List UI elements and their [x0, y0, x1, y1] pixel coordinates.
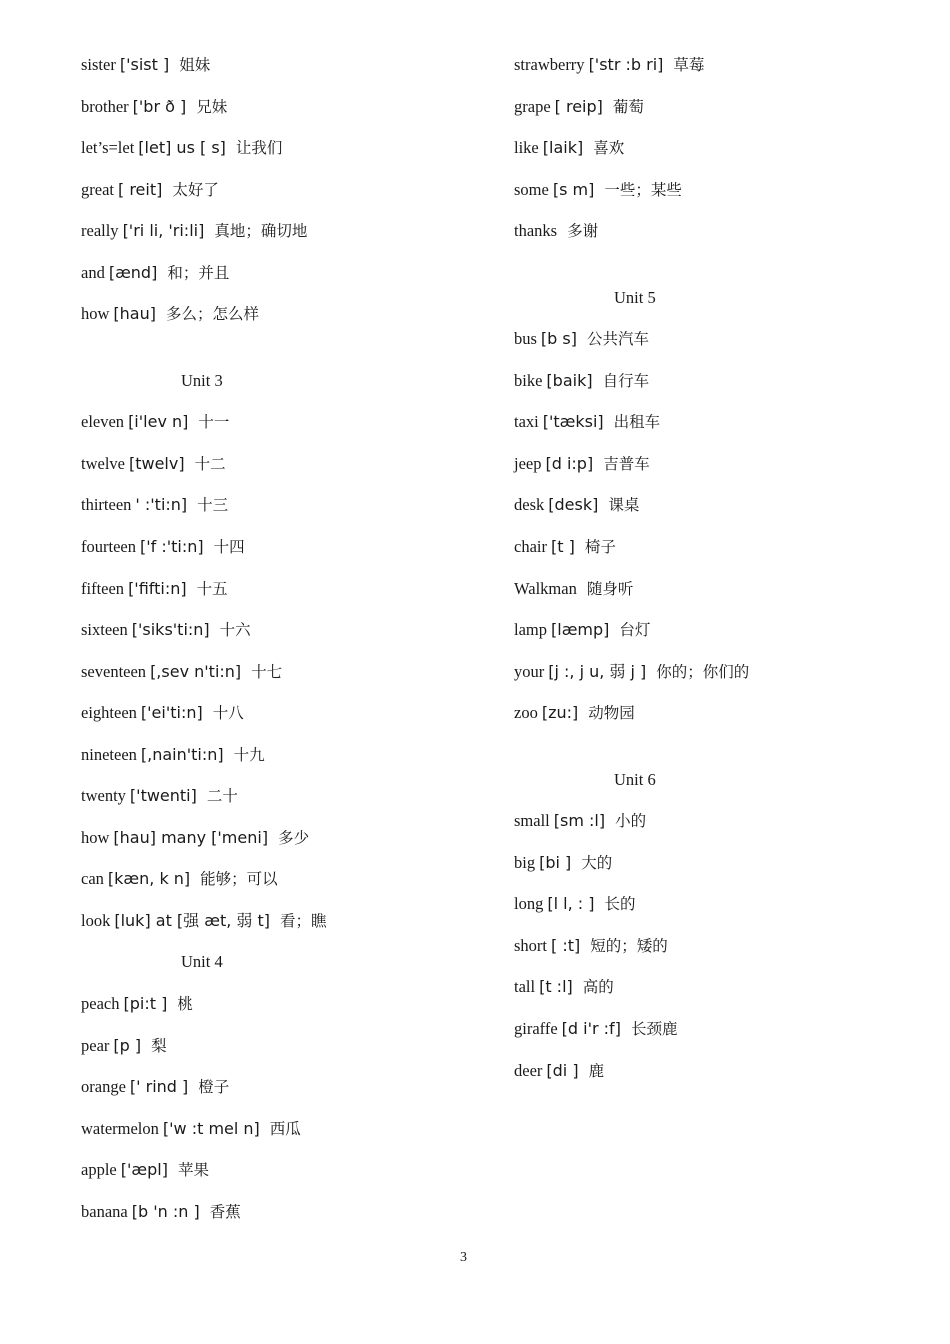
- vocab-word: seventeen: [81, 661, 147, 681]
- vocab-translation: 鹿: [588, 1061, 605, 1080]
- vocab-translation: 十八: [212, 704, 244, 723]
- vocab-translation: 大的: [581, 853, 613, 872]
- vocab-word: can: [81, 869, 104, 889]
- vocab-entry: [514, 890, 914, 932]
- vocab-word: eleven: [81, 412, 125, 432]
- unit-heading: Unit 5: [614, 287, 656, 307]
- vocab-entry: [81, 865, 491, 907]
- vocab-pronunciation: [laik]: [542, 138, 584, 158]
- vocab-entry: [81, 907, 491, 949]
- vocab-entry: [514, 807, 914, 849]
- vocab-entry: [514, 1057, 914, 1099]
- vocab-pronunciation: [bi ]: [539, 852, 572, 872]
- vocab-translation: 自行车: [602, 371, 650, 390]
- vocab-translation: 高的: [582, 978, 614, 997]
- vocab-translation: 葡萄: [612, 97, 644, 116]
- vocab-word: fourteen: [81, 537, 136, 557]
- vocab-translation: 姐妹: [179, 56, 211, 74]
- vocab-pronunciation: ['fifti:n]: [128, 578, 187, 598]
- vocab-translation: 桃: [177, 995, 193, 1014]
- vocab-translation: 看；瞧: [280, 911, 327, 930]
- vocab-entry: [514, 575, 914, 617]
- vocab-translation: 十一: [198, 413, 230, 432]
- vocab-pronunciation: ['ri li, 'ri:li]: [122, 221, 205, 241]
- vocab-pronunciation: ['ei'ti:n]: [140, 703, 203, 723]
- vocab-word: brother: [81, 96, 129, 116]
- vocab-translation: 动物园: [588, 704, 635, 723]
- vocab-pronunciation: [p ]: [113, 1035, 142, 1055]
- vocab-pronunciation: [ænd]: [108, 262, 158, 282]
- vocab-translation: 长的: [604, 895, 636, 914]
- vocab-pronunciation: [j :, j u, 弱 j ]: [548, 661, 647, 681]
- vocab-entry: [514, 491, 914, 533]
- vocab-word: how: [81, 304, 110, 324]
- vocab-pronunciation: [hau]: [113, 304, 156, 324]
- vocab-entry: [514, 533, 914, 575]
- vocab-entry: [81, 300, 491, 342]
- vocab-translation: 橙子: [198, 1078, 230, 1097]
- vocab-entry: [514, 616, 914, 658]
- vocab-word: let’s=let: [81, 138, 135, 158]
- vocab-word: taxi: [514, 412, 539, 432]
- vocab-entry: [81, 1073, 491, 1115]
- vocab-translation: 课桌: [608, 496, 640, 515]
- vocab-word: eighteen: [81, 703, 137, 723]
- vocab-pronunciation: ['siks'ti:n]: [131, 620, 210, 640]
- vocab-word: thirteen: [81, 495, 132, 515]
- vocab-translation: 十二: [194, 454, 226, 473]
- vocab-pronunciation: ['w :t mel n]: [162, 1118, 260, 1138]
- vocab-pronunciation: [' rind ]: [129, 1077, 189, 1097]
- vocab-word: banana: [81, 1201, 128, 1221]
- unit-heading: Unit 6: [614, 769, 656, 789]
- vocab-word: jeep: [514, 453, 542, 473]
- vocab-word: desk: [514, 495, 545, 515]
- vocab-entry: [514, 699, 914, 741]
- vocab-pronunciation: [s m]: [552, 179, 595, 199]
- vocab-word: really: [81, 221, 119, 241]
- vocab-translation: 和；并且: [167, 263, 230, 282]
- vocab-word: chair: [514, 537, 547, 557]
- vocab-entry: [81, 575, 491, 617]
- vocab-translation: 多谢: [567, 222, 599, 241]
- vocab-pronunciation: [l l, : ]: [547, 894, 595, 914]
- vocab-word: twelve: [81, 453, 125, 473]
- vocab-pronunciation: ['twenti]: [129, 786, 197, 806]
- vocab-translation: 十七: [251, 662, 283, 681]
- vocab-pronunciation: [let] us [ s]: [138, 138, 226, 158]
- vocab-entry: [514, 408, 914, 450]
- vocab-entry: [514, 93, 914, 135]
- vocab-pronunciation: [,nain'ti:n]: [140, 744, 224, 764]
- vocab-word: twenty: [81, 786, 126, 806]
- vocab-translation: 十三: [197, 496, 229, 515]
- vocab-word: peach: [81, 994, 120, 1014]
- vocab-word: great: [81, 179, 114, 199]
- vocab-pronunciation: [i'lev n]: [128, 412, 189, 432]
- vocab-entry: [81, 658, 491, 700]
- vocab-entry: [81, 1032, 491, 1074]
- vocab-entry: [514, 658, 914, 700]
- vocab-translation: 梨: [151, 1036, 167, 1055]
- vocab-entry: [81, 450, 491, 492]
- vocab-word: orange: [81, 1077, 126, 1097]
- vocab-word: tall: [514, 977, 536, 997]
- vocab-entry: [81, 259, 491, 301]
- section-spacer: [514, 259, 914, 284]
- vocab-translation: 你的；你们的: [656, 662, 750, 681]
- vocab-pronunciation: ['f :'ti:n]: [139, 537, 204, 557]
- vocab-pronunciation: [ reit]: [117, 179, 163, 199]
- vocab-entry: [514, 1015, 914, 1057]
- vocab-word: nineteen: [81, 744, 137, 764]
- vocab-word: some: [514, 179, 549, 199]
- vocab-pronunciation: ['str :b ri]: [588, 55, 664, 74]
- vocab-entry: [514, 176, 914, 218]
- vocab-translation: 长颈鹿: [630, 1020, 678, 1039]
- vocab-word: sixteen: [81, 620, 128, 640]
- vocab-pronunciation: [,sev n'ti:n]: [150, 661, 242, 681]
- vocab-translation: 吉普车: [603, 454, 650, 473]
- vocab-entry: [81, 217, 491, 259]
- vocab-translation: 随身听: [586, 579, 634, 598]
- vocab-translation: 西瓜: [269, 1119, 301, 1138]
- vocab-entry: [514, 325, 914, 367]
- vocab-entry: [81, 93, 491, 135]
- page-number: 3: [460, 1250, 467, 1265]
- vocab-pronunciation: [b s]: [540, 329, 577, 349]
- vocab-word: thanks: [514, 221, 558, 241]
- vocab-entry: [81, 824, 491, 866]
- vocab-pronunciation: [kæn, k n]: [107, 869, 191, 889]
- vocab-translation: 二十: [206, 787, 238, 806]
- vocab-entry: [81, 782, 491, 824]
- vocab-entry: [514, 217, 914, 259]
- vocab-translation: 出租车: [613, 413, 661, 432]
- vocab-pronunciation: [pi:t ]: [123, 994, 168, 1014]
- vocab-translation: 香蕉: [209, 1202, 241, 1221]
- left-column: [81, 51, 491, 1239]
- vocab-pronunciation: [desk]: [548, 495, 599, 515]
- vocab-pronunciation: [d i'r :f]: [561, 1019, 621, 1039]
- vocab-entry: [81, 134, 491, 176]
- vocab-translation: 真地；确切地: [214, 222, 308, 241]
- vocab-entry: [81, 1115, 491, 1157]
- vocab-translation: 十九: [233, 745, 265, 764]
- vocab-pronunciation: ['sist ]: [119, 55, 170, 74]
- vocab-pronunciation: [t :l]: [539, 977, 573, 997]
- vocab-word: strawberry: [514, 55, 585, 74]
- vocab-word: like: [514, 138, 539, 158]
- unit-heading: Unit 4: [181, 952, 223, 972]
- vocab-pronunciation: [luk] at [强 æt, 弱 t]: [114, 910, 271, 930]
- vocab-word: look: [81, 910, 111, 930]
- vocab-pronunciation: [zu:]: [541, 703, 579, 723]
- vocab-entry: [514, 973, 914, 1015]
- vocab-entry: [514, 134, 914, 176]
- vocab-word: bus: [514, 329, 537, 349]
- vocab-entry: [81, 408, 491, 450]
- vocab-pronunciation: [sm :l]: [553, 811, 606, 831]
- vocab-pronunciation: [t ]: [550, 537, 575, 557]
- vocab-translation: 喜欢: [593, 139, 625, 158]
- vocab-pronunciation: [læmp]: [551, 620, 610, 640]
- vocab-entry: [81, 51, 491, 93]
- unit-heading: Unit 3: [181, 370, 223, 390]
- vocab-pronunciation: ['br ð ]: [132, 96, 187, 116]
- vocab-word: fifteen: [81, 578, 125, 598]
- vocab-translation: 一些；某些: [604, 180, 682, 199]
- vocab-entry: [81, 1156, 491, 1198]
- vocab-entry: [514, 450, 914, 492]
- vocab-pronunciation: [baik]: [546, 370, 593, 390]
- vocab-translation: 十五: [196, 579, 228, 598]
- vocab-word: long: [514, 894, 544, 914]
- vocab-word: Walkman: [514, 578, 577, 598]
- vocab-pronunciation: ['æpl]: [120, 1160, 168, 1180]
- vocab-word: bike: [514, 370, 543, 390]
- vocab-translation: 椅子: [584, 538, 616, 557]
- vocab-word: deer: [514, 1060, 543, 1080]
- vocab-translation: 苹果: [177, 1161, 209, 1180]
- vocab-pronunciation: ' :'ti:n]: [135, 495, 188, 515]
- vocab-pronunciation: [twelv]: [128, 453, 185, 473]
- vocab-word: watermelon: [81, 1118, 159, 1138]
- vocab-translation: 太好了: [172, 180, 219, 199]
- vocab-word: giraffe: [514, 1019, 558, 1039]
- vocab-pronunciation: [d i:p]: [545, 453, 594, 473]
- vocab-entry: [81, 990, 491, 1032]
- vocab-word: zoo: [514, 703, 538, 723]
- vocab-word: pear: [81, 1035, 110, 1055]
- vocab-word: how: [81, 827, 110, 847]
- vocab-pronunciation: [ :t]: [551, 935, 581, 955]
- section-spacer: [81, 342, 491, 367]
- vocab-entry: [81, 741, 491, 783]
- vocab-word: sister: [81, 55, 116, 74]
- vocab-pronunciation: [b 'n :n ]: [131, 1201, 200, 1221]
- vocab-word: and: [81, 262, 105, 282]
- vocab-entry: [81, 1198, 491, 1240]
- vocab-entry: [81, 533, 491, 575]
- vocab-pronunciation: ['tæksi]: [542, 412, 604, 432]
- vocab-translation: 小的: [615, 812, 647, 831]
- right-column: [514, 51, 914, 1098]
- vocab-entry: [514, 367, 914, 409]
- vocab-translation: 台灯: [619, 621, 651, 640]
- vocab-pronunciation: [ reip]: [554, 96, 603, 116]
- vocab-pronunciation: [hau] many ['meni]: [113, 827, 269, 847]
- vocab-entry: [81, 491, 491, 533]
- vocab-entry: [514, 932, 914, 974]
- vocab-entry: [514, 51, 914, 93]
- vocab-translation: 能够；可以: [200, 870, 278, 889]
- vocab-word: apple: [81, 1160, 117, 1180]
- vocab-pronunciation: [di ]: [546, 1060, 579, 1080]
- vocab-word: lamp: [514, 620, 547, 640]
- vocab-entry: [81, 176, 491, 218]
- vocab-entry: [514, 849, 914, 891]
- vocab-entry: [81, 616, 491, 658]
- vocab-translation: 多少: [278, 828, 310, 847]
- vocab-translation: 草莓: [673, 56, 705, 74]
- vocab-translation: 兄妹: [196, 97, 228, 116]
- vocab-word: grape: [514, 96, 551, 116]
- vocab-word: small: [514, 811, 550, 831]
- vocab-word: your: [514, 661, 545, 681]
- section-spacer: [514, 741, 914, 766]
- vocab-translation: 让我们: [235, 139, 283, 158]
- vocab-word: big: [514, 852, 536, 872]
- vocab-entry: [81, 699, 491, 741]
- vocab-translation: 公共汽车: [586, 330, 649, 349]
- vocab-translation: 短的；矮的: [590, 936, 668, 955]
- vocab-translation: 多么；怎么样: [166, 305, 260, 324]
- vocab-word: short: [514, 935, 547, 955]
- vocab-translation: 十四: [213, 538, 245, 557]
- vocab-translation: 十六: [219, 621, 251, 640]
